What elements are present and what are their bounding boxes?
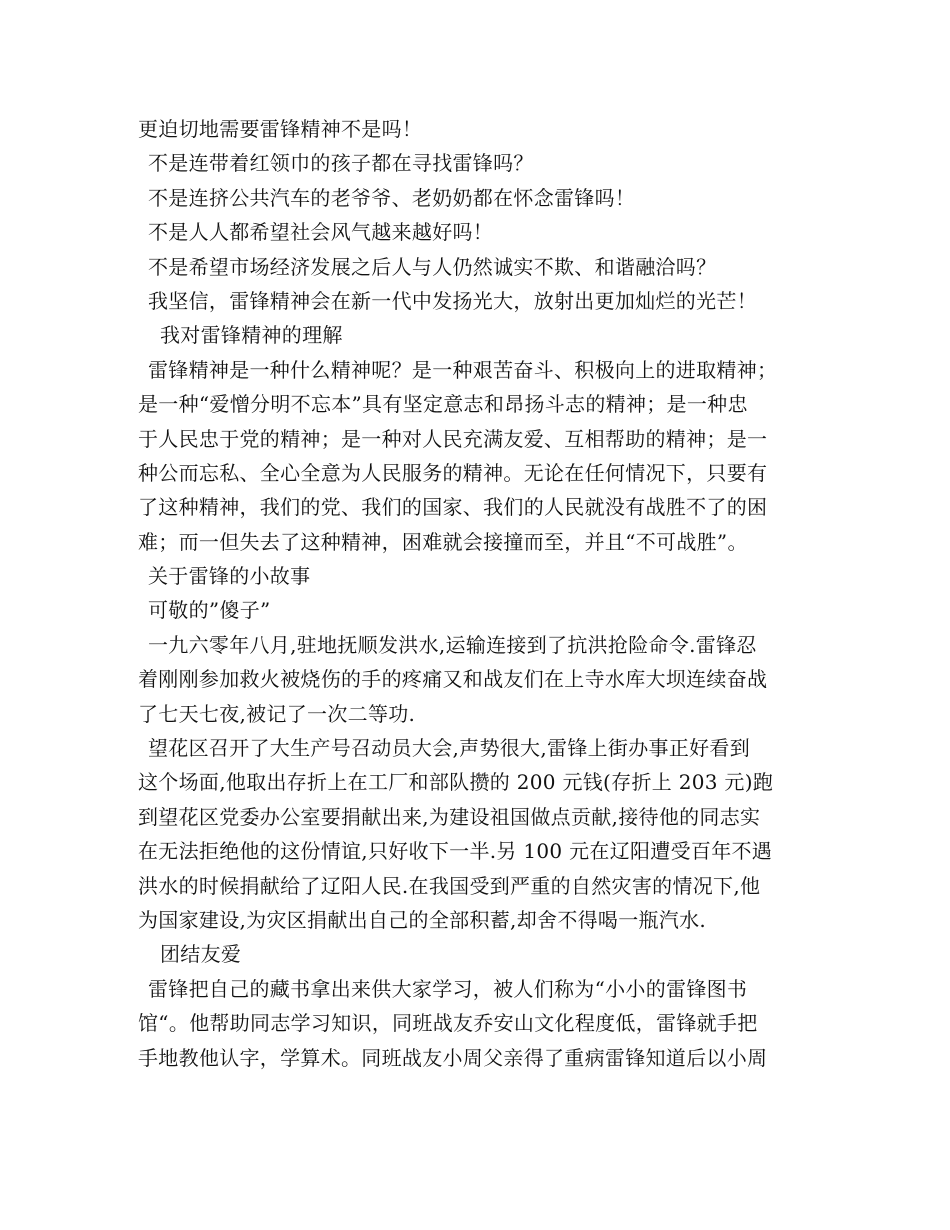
text-line: 手地教他认字，学算术。同班战友小周父亲得了重病雷锋知道后以小周 bbox=[138, 1045, 768, 1070]
text-line: 雷锋精神是一种什么精神呢？是一种艰苦奋斗、积极向上的进取精神； bbox=[148, 357, 778, 382]
text-line: 不是人人都希望社会风气越来越好吗！ bbox=[148, 220, 494, 245]
text-line: 着刚刚参加救火被烧伤的手的疼痛又和战友们在上寺水库大坝连续奋战 bbox=[138, 667, 768, 692]
text-line: 不是希望市场经济发展之后人与人仍然诚实不欺、和谐融洽吗？ bbox=[148, 254, 717, 279]
text-line: 为国家建设,为灾区捐献出自己的全部积蓄,却舍不得喝一瓶汽水. bbox=[138, 907, 707, 932]
text-line: 了这种精神，我们的党、我们的国家、我们的人民就没有战胜不了的困 bbox=[138, 495, 768, 520]
text-line: 到望花区党委办公室要捐献出来,为建设祖国做点贡献,接待他的同志实 bbox=[138, 804, 761, 829]
section-heading: 关于雷锋的小故事 bbox=[148, 564, 311, 589]
text-line: 种公而忘私、全心全意为人民服务的精神。无论在任何情况下，只要有 bbox=[138, 460, 768, 485]
text-line: 一九六零年八月,驻地抚顺发洪水,运输连接到了抗洪抢险命令.雷锋忍 bbox=[148, 632, 757, 657]
section-heading: 可敬的”傻子” bbox=[148, 598, 271, 623]
text-line: 难；而一但失去了这种精神，困难就会接撞而至，并且“不可战胜”。 bbox=[138, 529, 748, 554]
text-line: 这个场面,他取出存折上在工厂和部队攒的 200 元钱(存折上 203 元)跑 bbox=[138, 770, 774, 795]
section-heading: 团结友爱 bbox=[160, 942, 242, 967]
text-line: 洪水的时候捐献给了辽阳人民.在我国受到严重的自然灾害的情况下,他 bbox=[138, 873, 761, 898]
text-line: 是一种“爱憎分明不忘本”具有坚定意志和昂扬斗志的精神；是一种忠 bbox=[138, 392, 748, 417]
text-line: 望花区召开了大生产号召动员大会,声势很大,雷锋上街办事正好看到 bbox=[148, 736, 751, 761]
text-line: 雷锋把自己的藏书拿出来供大家学习，被人们称为“小小的雷锋图书 bbox=[148, 976, 748, 1001]
text-line: 我坚信，雷锋精神会在新一代中发扬光大，放射出更加灿烂的光芒！ bbox=[148, 288, 757, 313]
text-line: 更迫切地需要雷锋精神不是吗！ bbox=[138, 117, 423, 141]
text-line: 了七天七夜,被记了一次二等功. bbox=[138, 701, 416, 726]
text-line: 于人民忠于党的精神；是一种对人民充满友爱、互相帮助的精神；是一 bbox=[138, 426, 768, 451]
text-line: 在无法拒绝他的这份情谊,只好收下一半.另 100 元在辽阳遭受百年不遇 bbox=[138, 839, 773, 864]
text-line: 不是连带着红领巾的孩子都在寻找雷锋吗？ bbox=[148, 151, 534, 176]
document-body bbox=[138, 112, 813, 1075]
text-line: 不是连挤公共汽车的老爷爷、老奶奶都在怀念雷锋吗！ bbox=[148, 185, 636, 210]
section-heading: 我对雷锋精神的理解 bbox=[160, 323, 343, 348]
text-line: 馆“。他帮助同志学习知识，同班战友乔安山文化程度低，雷锋就手把 bbox=[138, 1011, 758, 1036]
